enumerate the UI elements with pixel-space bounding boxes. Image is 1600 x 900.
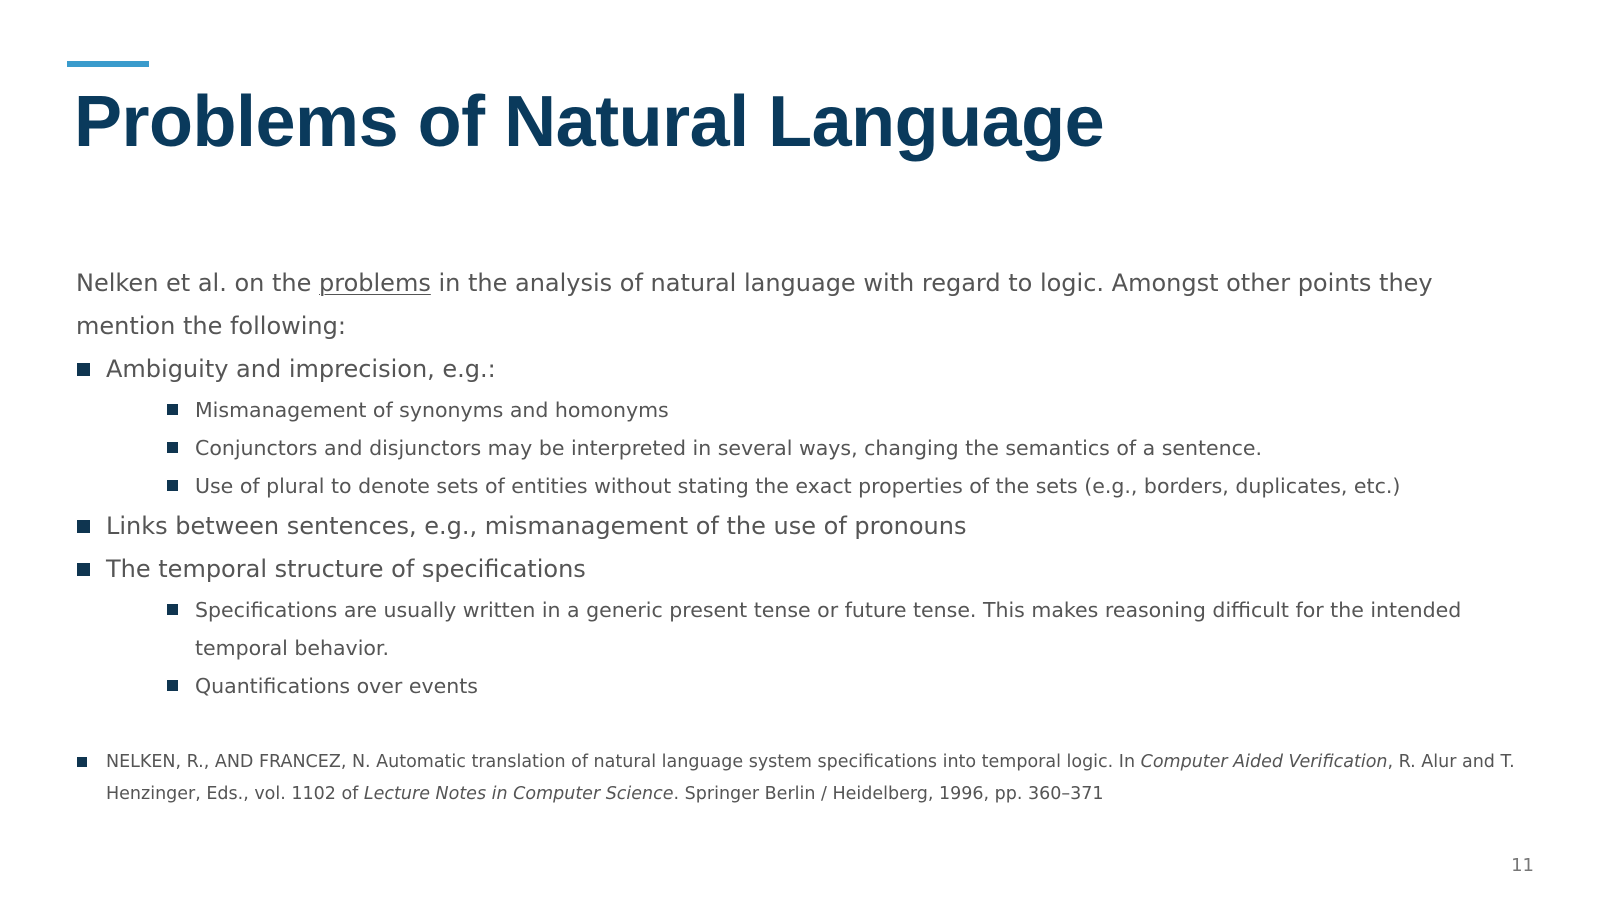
- sub-bullet-text: Quantifications over events: [195, 674, 478, 698]
- sub-bullet-text: Mismanagement of synonyms and homonyms: [195, 398, 669, 422]
- sub-bullet-text: Use of plural to denote sets of entities without stating the exact properties of the sets (e.g., borders, duplicates, etc.): [195, 474, 1401, 498]
- square-bullet-icon: [77, 757, 87, 767]
- intro-paragraph: [76, 262, 1536, 348]
- slide-body: [76, 262, 1536, 705]
- reference-italic-series: Lecture Notes in Computer Science: [363, 784, 674, 804]
- bullet-text: Ambiguity and imprecision, e.g.:: [106, 355, 496, 383]
- title-accent-bar: [67, 61, 149, 67]
- bullet-list: [76, 348, 1536, 705]
- intro-text-after: in the analysis of natural language with regard to logic. Amongst other points they mention the following:: [76, 269, 1433, 340]
- slide-title: Problems of Natural Language: [74, 82, 1105, 162]
- sub-bullet-list: [106, 591, 1536, 705]
- intro-text-before: Nelken et al. on the: [76, 269, 320, 297]
- sub-bullet-item: [166, 467, 1536, 505]
- reference-italic-title: Computer Aided Verification: [1140, 752, 1388, 772]
- square-bullet-icon: [167, 604, 178, 615]
- reference-text-part3: . Springer Berlin / Heidelberg, 1996, pp. 360–371: [673, 784, 1104, 804]
- square-bullet-icon: [167, 480, 178, 491]
- sub-bullet-item: [166, 391, 1536, 429]
- bullet-item-temporal: [76, 548, 1536, 705]
- reference-text-part1: NELKEN, R., AND FRANCEZ, N. Automatic translation of natural language system specifications into temporal logic. In: [106, 752, 1141, 772]
- sub-bullet-item: [166, 667, 1536, 705]
- sub-bullet-item: [166, 591, 1536, 667]
- bullet-item-links: [76, 505, 1536, 548]
- square-bullet-icon: [167, 404, 178, 415]
- reference-text-part2: , R. Alur and T. Henzinger, Eds., vol. 1102 of: [106, 752, 1515, 804]
- square-bullet-icon: [167, 442, 178, 453]
- bullet-text: Links between sentences, e.g., mismanagement of the use of pronouns: [106, 512, 967, 540]
- sub-bullet-text: Conjunctors and disjunctors may be interpreted in several ways, changing the semantics of a sentence.: [195, 436, 1263, 460]
- page-number: 11: [1511, 855, 1534, 876]
- problems-link[interactable]: problems: [319, 269, 431, 297]
- bullet-item-ambiguity: [76, 348, 1536, 505]
- sub-bullet-list: [106, 391, 1536, 505]
- square-bullet-icon: [77, 520, 90, 533]
- sub-bullet-item: [166, 429, 1536, 467]
- square-bullet-icon: [167, 680, 178, 691]
- bullet-text: The temporal structure of specifications: [106, 555, 586, 583]
- square-bullet-icon: [77, 363, 90, 376]
- sub-bullet-text: Specifications are usually written in a generic present tense or future tense. This makes reasoning difficult for the intended temporal behavior.: [195, 598, 1462, 660]
- reference-citation: [76, 746, 1536, 810]
- square-bullet-icon: [77, 563, 90, 576]
